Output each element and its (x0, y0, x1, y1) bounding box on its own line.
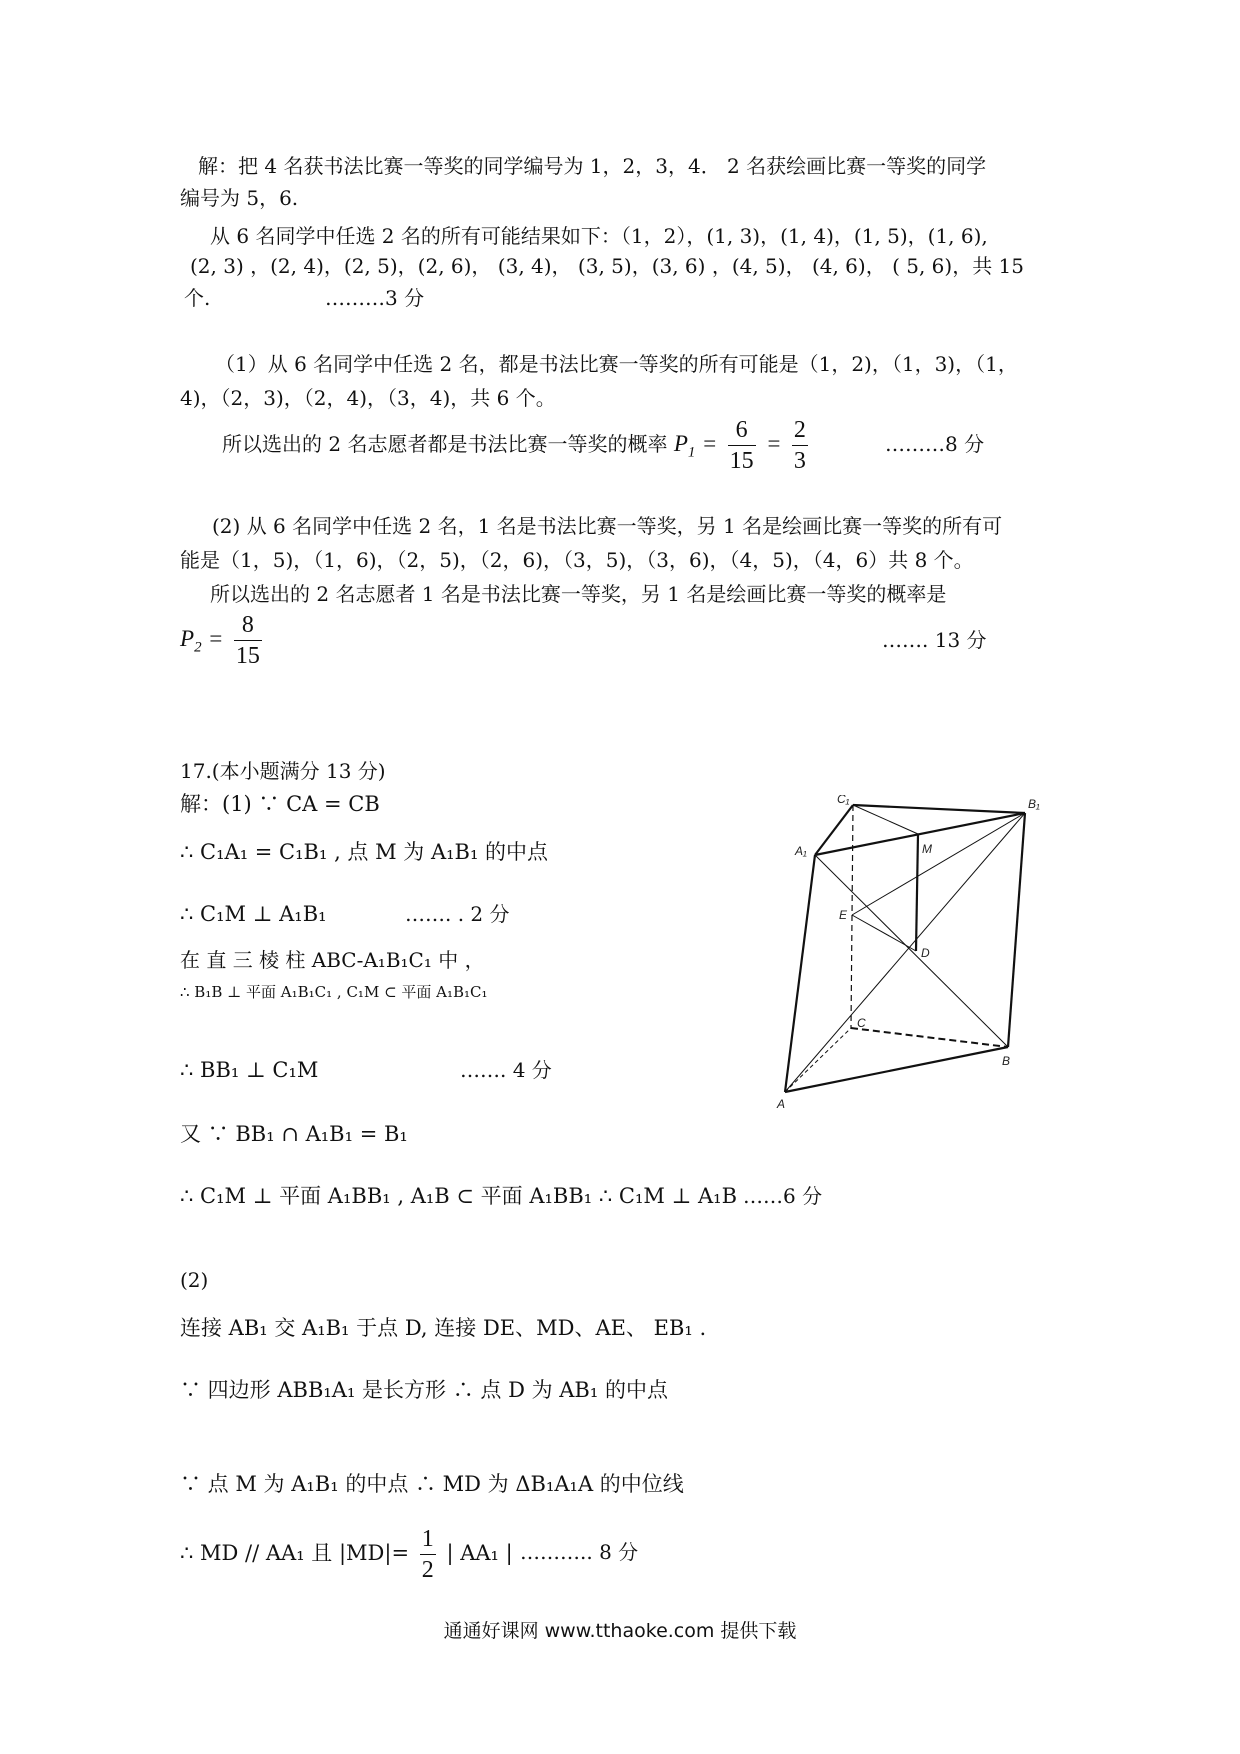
p1-text: 所以选出的 2 名志愿者都是书法比赛一等奖的概率 (222, 432, 668, 456)
q17-step8: ∴ C₁M ⊥ 平面 A₁BB₁ , A₁B ⊂ 平面 A₁BB₁ ∴ C₁M ⊥ A₁B (180, 1184, 738, 1208)
q17-part2-line1: 连接 AB₁ 交 A₁B₁ 于点 D, 连接 DE、MD、AE、 EB₁ . (180, 1316, 707, 1340)
score-13: ……. 13 分 (882, 628, 987, 652)
label-e: E (839, 908, 848, 922)
p1-probability-line (222, 412, 812, 485)
solution-intro-line2: 编号为 5，6. (180, 186, 299, 210)
fraction-numerator: 1 (421, 1526, 434, 1552)
page-footer: 通通好课网 www.tthaoke.com 提供下载 (443, 1620, 797, 1642)
segment-c1-m (853, 805, 918, 834)
p2-symbol: $P_2$ (180, 626, 202, 656)
aa1-abs-text: | AA₁ | (446, 1541, 513, 1565)
prism-figure (775, 795, 1075, 1135)
q17-part2-label: (2) (180, 1268, 209, 1292)
label-b: B (1002, 1054, 1011, 1068)
all-outcomes-line1: 从 6 名同学中任选 2 名的所有可能结果如下：（1，2），(1, 3)，(1, 4)，(1, 5)，(1, 6), (210, 224, 988, 248)
edge-c1-b1 (853, 805, 1025, 813)
fraction-denominator: 2 (420, 1554, 436, 1585)
equals-sign: = (765, 431, 782, 456)
part1-line1: （1）从 6 名同学中任选 2 名，都是书法比赛一等奖的所有可能是（1，2)，（1，3)，（1， (215, 352, 1018, 376)
edge-c1-c-hidden (851, 805, 853, 1028)
part2-line2: 能是（1，5)，（1，6)，（2，5)，（2，6)，（3，5)，（3，6)，（4，5)，（4，6）共 8 个。 (180, 548, 974, 572)
segment-m-d (916, 834, 918, 951)
score-8-part2: ……….. 8 分 (520, 1540, 639, 1564)
solution-intro-line1: 解：把 4 名获书法比赛一等奖的同学编号为 1，2，3，4． 2 名获绘画比赛一等奖的同学 (198, 154, 987, 178)
md-relation-text: ∴ MD // AA₁ 且 |MD|= (180, 1541, 410, 1565)
label-m: M (922, 842, 932, 856)
q17-part2-line2: ∵ 四边形 ABB₁A₁ 是长方形 ∴ 点 D 为 AB₁ 的中点 (180, 1378, 668, 1402)
edge-a1-a (785, 855, 815, 1092)
p1-fraction-6-15 (728, 415, 756, 476)
edge-c-b-hidden (851, 1028, 1008, 1047)
equals-sign: = (207, 626, 224, 651)
segment-e-d (852, 915, 916, 951)
q17-step1: 解：(1) ∵ CA = CB (180, 792, 380, 816)
part1-line2: 4)，（2，3)，（2，4)，（3，4)，共 6 个。 (180, 386, 556, 410)
label-c1: C₁ (837, 795, 850, 806)
equals-sign: = (701, 431, 718, 456)
score-2: ……. . 2 分 (405, 902, 510, 926)
edge-b1-a1 (815, 813, 1025, 855)
all-outcomes-line3: 个. (184, 286, 211, 310)
p2-probability-line (180, 606, 266, 681)
score-4: ……. 4 分 (460, 1058, 552, 1082)
all-outcomes-line2: (2, 3) ，(2, 4)，(2, 5)，(2, 6)， (3, 4)， (3, 5)，(3, 6) ，(4, 5)， (4, 6)， ( 5, 6)，共 15 (190, 254, 1025, 278)
fraction-one-half (420, 1524, 436, 1585)
score-6: ……6 分 (743, 1184, 823, 1208)
question17-heading: 17.(本小题满分 13 分) (180, 759, 386, 783)
segment-e-b1 (852, 813, 1025, 915)
q17-step4: 在 直 三 棱 柱 ABC-A₁B₁C₁ 中 ， (180, 948, 485, 972)
edge-a-c-hidden (785, 1028, 851, 1092)
p1-fraction-2-3 (792, 415, 808, 476)
label-a: A (777, 1097, 786, 1111)
label-d: D (921, 946, 930, 960)
q17-step7: 又 ∵ BB₁ ∩ A₁B₁ = B₁ (180, 1122, 408, 1146)
q17-part2-line3: ∵ 点 M 为 A₁B₁ 的中点 ∴ MD 为 ΔB₁A₁A 的中位线 (180, 1472, 684, 1496)
p1-symbol: $P_1$ (673, 431, 696, 461)
fraction-numerator: 2 (793, 417, 806, 443)
fraction-numerator: 8 (241, 612, 254, 638)
edge-b1-b (1008, 813, 1025, 1047)
label-a1: A₁ (795, 844, 807, 858)
label-c: C (857, 1016, 866, 1030)
q17-step5: ∴ B₁B ⊥ 平面 A₁B₁C₁ , C₁M ⊂ 平面 A₁B₁C₁ (180, 983, 488, 1001)
score-3: ………3 分 (325, 286, 425, 310)
fraction-numerator: 6 (735, 417, 748, 443)
p2-fraction-8-15 (234, 610, 262, 671)
label-b1: B₁ (1028, 797, 1040, 811)
q17-step3: ∴ C₁M ⊥ A₁B₁ (180, 902, 327, 926)
part2-line3: 所以选出的 2 名志愿者 1 名是书法比赛一等奖，另 1 名是绘画比赛一等奖的概率是 (210, 582, 947, 606)
fraction-denominator: 3 (792, 445, 808, 476)
q17-step6: ∴ BB₁ ⊥ C₁M (180, 1058, 319, 1082)
fraction-denominator: 15 (234, 640, 262, 671)
part2-line1: (2) 从 6 名同学中任选 2 名，1 名是书法比赛一等奖，另 1 名是绘画比赛一等奖的所有可 (212, 514, 1003, 538)
diagonal-a1-b (815, 855, 1008, 1047)
score-8: ………8 分 (885, 432, 985, 456)
q17-part2-line4 (180, 1520, 513, 1586)
q17-step2: ∴ C₁A₁ = C₁B₁ , 点 M 为 A₁B₁ 的中点 (180, 840, 549, 864)
fraction-denominator: 15 (728, 445, 756, 476)
